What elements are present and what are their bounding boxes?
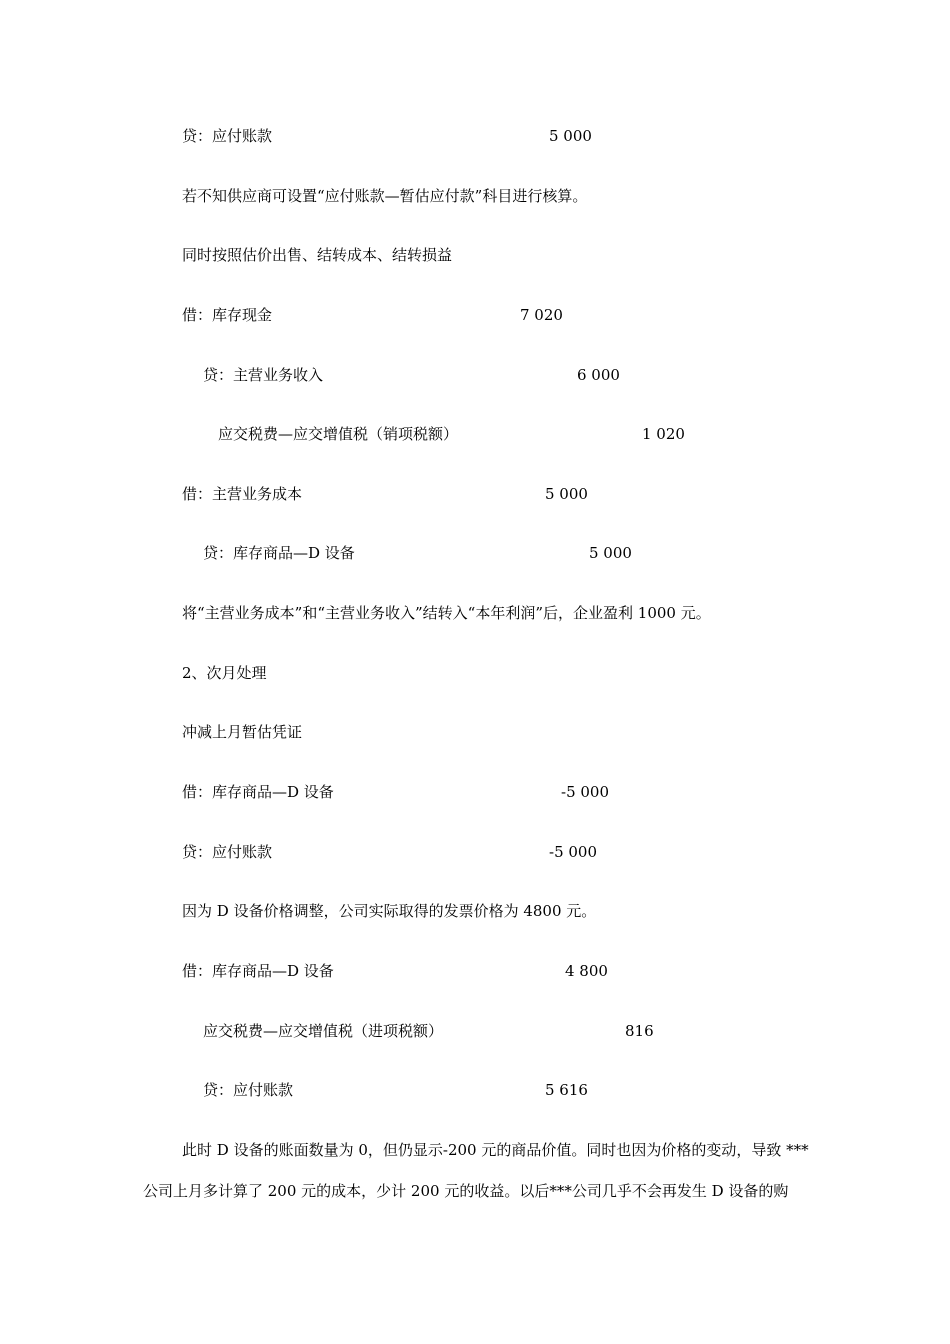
entry-credit-inventory-amount: 5 000 [589,544,632,562]
paragraph-line-2: 公司上月多计算了 200 元的成本，少计 200 元的收益。以后***公司几乎不会再发生 D 设备的购 [143,1182,789,1200]
entry-input-vat-amount: 816 [625,1022,654,1040]
entry-debit-cost-label: 借：主营业务成本 [182,485,303,503]
entry-credit-revenue-label: 贷：主营业务收入 [203,366,324,384]
entry-input-vat-label: 应交税费—应交增值税（进项税额） [203,1022,444,1040]
entry-debit-inventory-reversal-label: 借：库存商品—D 设备 [182,783,334,801]
entry-credit-payable-reversal-amount: -5 000 [549,843,598,861]
entry-output-vat-amount: 1 020 [642,425,685,443]
entry-credit-payable-reversal-label: 贷：应付账款 [182,843,273,861]
entry-credit-revenue-amount: 6 000 [577,366,620,384]
note-profit-transfer: 将“主营业务成本”和“主营业务收入”结转入“本年利润”后，企业盈利 1000 元。 [182,604,711,622]
entry-debit-inventory-reversal-amount: -5 000 [561,783,610,801]
entry-credit-payable-actual-amount: 5 616 [545,1081,588,1099]
entry-debit-cash-amount: 7 020 [520,306,563,324]
entry-credit-payable-label: 贷：应付账款 [182,127,273,145]
note-price-adjustment: 因为 D 设备价格调整，公司实际取得的发票价格为 4800 元。 [182,902,597,920]
entry-debit-cash-label: 借：库存现金 [182,306,273,324]
note-reverse-estimate: 冲减上月暂估凭证 [182,723,303,741]
entry-credit-payable-actual-label: 贷：应付账款 [203,1081,294,1099]
entry-credit-payable-amount: 5 000 [549,127,592,145]
entry-output-vat-label: 应交税费—应交增值税（销项税额） [218,425,459,443]
entry-debit-inventory-actual-amount: 4 800 [565,962,608,980]
entry-credit-inventory-label: 贷：库存商品—D 设备 [203,544,355,562]
note-unknown-supplier: 若不知供应商可设置“应付账款—暂估应付款”科目进行核算。 [182,187,588,205]
paragraph-line-1: 此时 D 设备的账面数量为 0，但仍显示-200 元的商品价值。同时也因为价格的变动，导致 *** [182,1141,809,1159]
entry-debit-inventory-actual-label: 借：库存商品—D 设备 [182,962,334,980]
note-estimated-sale: 同时按照估价出售、结转成本、结转损益 [182,246,453,264]
section-heading-next-month: 2、次月处理 [182,664,267,682]
entry-debit-cost-amount: 5 000 [545,485,588,503]
